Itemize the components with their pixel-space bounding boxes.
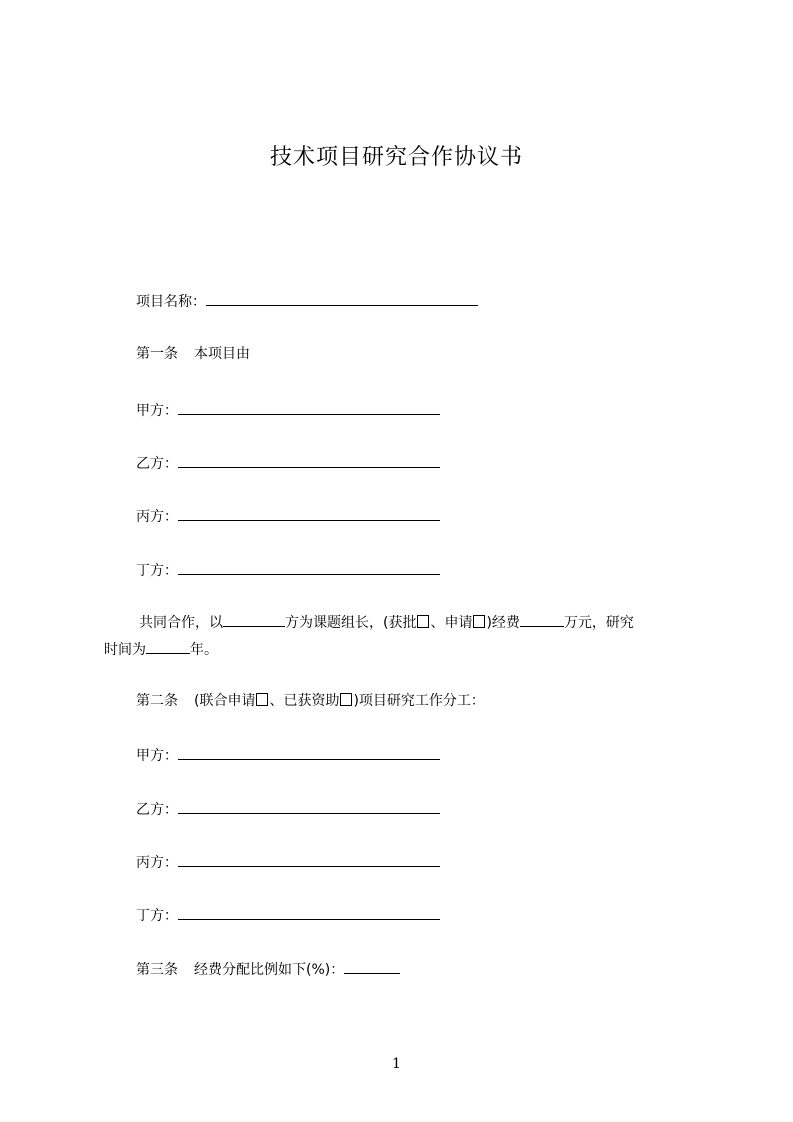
party-blank[interactable]	[178, 505, 440, 521]
party-blank[interactable]	[178, 399, 440, 415]
project-name-label: 项目名称：	[136, 294, 206, 310]
party-blank[interactable]	[178, 559, 440, 575]
cooperation-text: 方为课题组长，(获批	[285, 615, 417, 631]
article-1-heading	[136, 344, 250, 364]
article-3-heading	[136, 958, 400, 980]
party-blank[interactable]	[178, 798, 440, 814]
document-title: 技术项目研究合作协议书	[269, 145, 523, 170]
article-3-label: 第三条	[136, 962, 178, 978]
party-label: 丙方：	[136, 509, 178, 525]
cooperation-text: 时间为	[104, 642, 146, 658]
article-2-label: 第二条	[136, 693, 178, 709]
party-blank[interactable]	[178, 904, 440, 920]
party-label: 乙方：	[136, 456, 178, 472]
article-1-text: 本项目由	[194, 346, 250, 362]
cooperation-text: 万元，研究	[563, 615, 634, 631]
cooperation-text: 、申请	[430, 615, 473, 631]
party-line-7	[136, 851, 440, 873]
party-line-3	[136, 505, 440, 527]
funding-blank[interactable]	[520, 611, 564, 627]
party-label: 乙方：	[136, 802, 178, 818]
leader-blank[interactable]	[223, 611, 285, 627]
article-3-text: 经费分配比例如下(%)：	[194, 962, 345, 978]
party-blank[interactable]	[178, 851, 440, 867]
article-2-text: 、已获资助	[269, 693, 340, 709]
ratio-blank[interactable]	[344, 958, 400, 974]
joint-apply-checkbox[interactable]	[256, 693, 268, 706]
party-line-2	[136, 452, 440, 474]
project-name-line	[136, 290, 478, 312]
party-blank[interactable]	[178, 744, 440, 760]
party-line-8	[136, 904, 440, 926]
article-2-heading	[136, 691, 485, 711]
party-line-5	[136, 744, 440, 766]
party-blank[interactable]	[178, 452, 440, 468]
party-line-4	[136, 559, 440, 581]
cooperation-line-2	[104, 638, 218, 660]
party-line-1	[136, 399, 440, 421]
apply-checkbox[interactable]	[473, 615, 485, 628]
party-label: 丁方：	[136, 563, 178, 579]
cooperation-line-1	[139, 611, 634, 633]
cooperation-text: 共同合作，以	[139, 615, 223, 631]
cooperation-text: )经费	[486, 615, 520, 631]
funded-checkbox[interactable]	[340, 693, 352, 706]
approved-checkbox[interactable]	[417, 615, 429, 628]
article-1-label: 第一条	[136, 346, 178, 362]
duration-blank[interactable]	[146, 638, 190, 654]
article-2-text: (联合申请	[194, 693, 256, 709]
page-number: 1	[392, 1056, 401, 1072]
party-label: 甲方：	[136, 748, 178, 764]
cooperation-text: 年。	[190, 642, 218, 658]
party-line-6	[136, 798, 440, 820]
party-label: 丙方：	[136, 855, 178, 871]
party-label: 丁方：	[136, 908, 178, 924]
party-label: 甲方：	[136, 403, 178, 419]
project-name-blank[interactable]	[206, 290, 478, 306]
article-2-text: )项目研究工作分工：	[353, 693, 485, 709]
